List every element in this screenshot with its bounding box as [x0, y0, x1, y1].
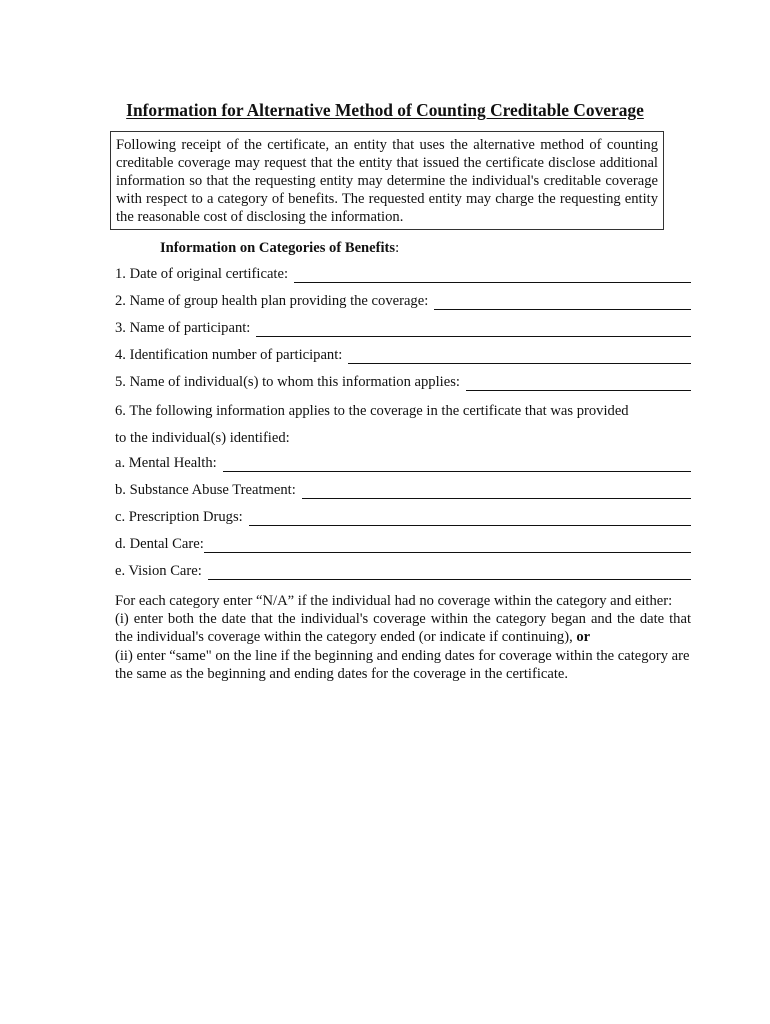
instructions-or: or	[576, 629, 591, 646]
section-heading-colon: :	[395, 240, 400, 256]
field-label: 3. Name of participant:	[115, 320, 251, 336]
individuals-line[interactable]	[466, 375, 691, 391]
instructions-text	[115, 592, 691, 683]
field-label: 5. Name of individual(s) to whom this information applies:	[115, 374, 460, 390]
item-6-line-2: to the individual(s) identified:	[115, 430, 290, 446]
instructions-line-1: For each category enter “N/A” if the individual had no coverage within the category and either:	[115, 593, 673, 609]
field-group-health-plan	[115, 290, 691, 310]
field-label: e. Vision Care:	[115, 563, 202, 579]
group-health-plan-line[interactable]	[434, 294, 691, 310]
field-participant-name	[115, 317, 691, 337]
field-label: c. Prescription Drugs:	[115, 509, 243, 525]
instructions-line-2	[115, 611, 691, 645]
field-date-original-certificate	[115, 263, 691, 283]
intro-box: Following receipt of the certificate, an entity that uses the alternative method of counting creditable coverage may request that the entity that issued the certificate disclose additional information so that the requesting entity may determine the individual's creditable coverage with respect to a category of benefits. The requested entity may charge the requesting entity the reasonable cost of disclosing the information.	[110, 131, 664, 230]
mental-health-line[interactable]	[223, 456, 691, 472]
field-label: a. Mental Health:	[115, 455, 217, 471]
field-mental-health	[115, 452, 691, 472]
field-participant-id	[115, 344, 691, 364]
instructions-line-2-text: (i) enter both the date that the individual's coverage within the category began and the date that the individual's coverage within the category ended (or indicate if continuing),	[115, 611, 691, 646]
field-prescription-drugs	[115, 506, 691, 526]
participant-name-line[interactable]	[256, 321, 691, 337]
field-label: 2. Name of group health plan providing the coverage:	[115, 293, 429, 309]
field-label: 4. Identification number of participant:	[115, 347, 343, 363]
participant-id-line[interactable]	[348, 348, 691, 364]
field-dental-care	[115, 533, 691, 553]
field-label: b. Substance Abuse Treatment:	[115, 482, 296, 498]
vision-care-line[interactable]	[208, 564, 691, 580]
field-individuals	[115, 371, 691, 391]
dental-care-line[interactable]	[204, 537, 691, 553]
field-vision-care	[115, 560, 691, 580]
item-6-line-1: 6. The following information applies to the coverage in the certificate that was provided	[115, 403, 629, 419]
field-label: d. Dental Care:	[115, 536, 204, 552]
prescription-drugs-line[interactable]	[249, 510, 691, 526]
section-heading-text: Information on Categories of Benefits	[160, 240, 396, 256]
item-6-text	[115, 398, 695, 452]
instructions-line-3: (ii) enter “same" on the line if the beginning and ending dates for coverage within the category are the same as the beginning and ending dates for the coverage in the certificate.	[115, 647, 690, 682]
field-substance-abuse	[115, 479, 691, 499]
date-original-certificate-line[interactable]	[294, 267, 691, 283]
substance-abuse-line[interactable]	[302, 483, 691, 499]
field-label: 1. Date of original certificate:	[115, 266, 289, 282]
section-heading	[160, 240, 399, 257]
page-title: Information for Alternative Method of Counting Creditable Coverage	[126, 100, 644, 120]
